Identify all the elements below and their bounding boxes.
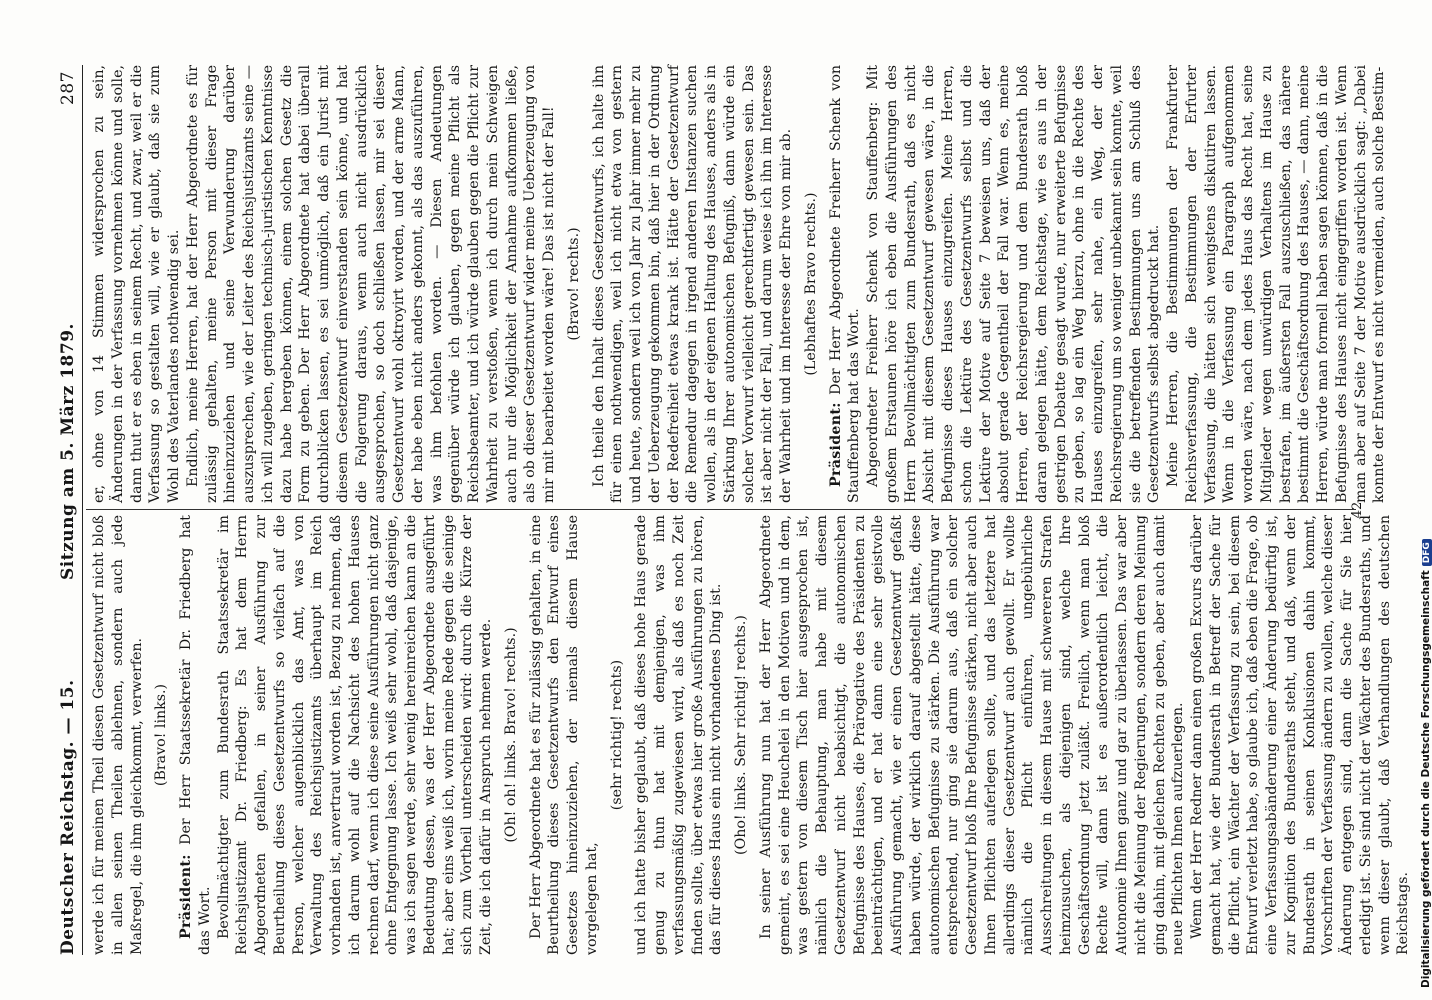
left-text-column [90,515,1413,955]
paragraph: werde ich für meinen Theil diesen Gesetzentwurf nicht bloß in allen seinen Theilen ablehnen, sondern auch jede Maßregel, die ihm gleichkommt, verwerfen. [91,515,145,955]
paragraph [827,65,865,503]
running-header-page-number: 287 [58,71,78,105]
paragraph: Endlich, meine Herren, hat der Herr Abgeordnete es für zulässig gehalten, meine Person mit dieser Frage hineinzuziehen und seine Verwunderung darüber auszusprechen, wie der Leiter des Reichsjustizamts seine — ich will zugeben, geringen technisch-juristischen Kenntnisse dazu habe hergeben können, einem solchen Gesetz die Form zu geben. Der Herr Abgeordnete hat dabei überall durchblicken lassen, es sei unmöglich, daß ein Jurist mit diesem Gesetzentwurf einverstanden sein könne, und hat die Folgerung daraus, wenn auch nicht ausdrücklich ausgesprochen, so doch schließen lassen, mir sei dieser Gesetzentwurf wohl oktroyirt worden, und der arme Mann, der habe eben nicht anders gekonnt, als das auszuführen, was ihm befohlen worden. — Diesen Andeutungen gegenüber würde ich glauben, gegen meine Pflicht als Reichsbeamter, und ich würde glauben gegen die Pflicht zur Wahrheit zu verstoßen, wenn ich durch mein Schweigen auch nur die Möglichkeit der Annahme aufkommen ließe, als ob dieser Gesetzentwurf wider meine Ueberzeugung von mir mit bearbeitet worden wäre! Das ist nicht der Fall! [184,65,557,503]
paragraph: Abgeordneter Freiherr Schenk von Stauffenberg: Mit großem Erstaunen höre ich eben die Ausführungen des Herrn Bevollmächtigten zum Bundesrath, daß es nicht Absicht mit diesem Gesetzentwurf gewesen wäre, in die Befugnisse dieses Hauses einzugreifen. Meine Herren, schon die Lektüre des Gesetzentwurfs selbst und die Lektüre der Motive auf Seite 7 beweisen uns, daß der absolut gerade Gegentheil der Fall war. Wenn es, meine Herren, der Reichsregierung und dem Bundesrath bloß daran gelegen hätte, dem Reichstage, wie es aus in der gestrigen Debatte gesagt wurde, nur erweiterte Befugnisse zu geben, so lag ein Weg hierzu, ohne in die Rechte des Hauses einzugreifen, sehr nahe, ein Weg, der der Reichsregierung um so weniger unbekannt sein konnte, weil sie die betreffenden Bestimmungen uns am Schluß des Gesetzentwurfs selbst abgedruckt hat. [865,65,1163,503]
speaker-label: Präsident: [178,854,194,939]
interjection: (sehr richtig! rechts) [608,659,625,811]
paragraph: Ich theile den Inhalt dieses Gesetzentwurfs, ich halte ihn für einen nothwendigen, weil ich nicht etwa von gestern und heute, sondern weil ich von Jahr zu Jahr immer mehr zu der Ueberzeugung gekommen bin, daß hier in der Ordnung der Redefreiheit etwas krank ist. Hätte der Gesetzentwurf die Remedur dagegen in irgend anderen Instanzen suchen wollen, als in der eigenen Haltung des Hauses, anders als in Stärkung Ihrer autonomischen Befugniß, dann würde ein solcher Vorwurf vielleicht gerechtfertigt gewesen sein. Das ist aber nicht der Fall, und darum weise ich ihn im Interesse der Wahrheit und im Interesse der Ehre von mir ab. [590,65,794,503]
interjection: (Bravo! rechts.) [565,227,582,341]
running-header-left: Deutscher Reichstag. — 15. [58,679,78,955]
paragraph-text: Der Herr Staatssekretär Dr. Friedberg hat das Wort. [178,515,213,955]
digitization-credit [1420,539,1432,988]
interjection: (Lebhaftes Bravo rechts.) [802,192,819,376]
rotated-document-page [50,45,1412,975]
interjection: (Oho! links. Sehr richtig! rechts.) [733,615,749,855]
credit-text: Digitalisierung gefördert durch die Deutsche Forschungsgemeinschaft [1420,570,1432,988]
paragraph: Bevollmächtigter zum Bundesrath Staatssekretär im Reichsjustizamt Dr. Friedberg: Es hat dem Herrn Abgeordneten gefallen, in seiner Ausführung zur Beurtheilung dieses Gesetzentwurfs so vielfach auf die Person, welcher augenblicklich das Amt, was von Verwaltung des Reichsjustizamts überhaupt im Reich vorhanden ist, anvertraut worden ist, Bezug zu nehmen, daß ich darum wohl auf die Nachsicht des hohen Hauses rechnen darf, wenn ich diese seine Ausführungen nicht ganz ohne Entgegnung lasse. Ich weiß sehr wohl, daß dasjenige, was ich sagen werde, sehr wenig hereinreichen kann an die Bedeutung dessen, was der Herr Abgeordnete ausgeführt hat; aber eins weiß ich, worin meine Rede gegen die seinige sich zum Vortheil unterscheiden wird: durch die Kürze der Zeit, die ich dafür in Anspruch nehmen werde. [215,515,494,955]
speaker-label: Präsident: [827,402,844,487]
paragraph: Der Herr Abgeordnete hat es für zulässig gehalten, in eine Beurtheilung dieses Gesetzentwurfs den Entwurf eines Gesetzes hineinzuziehen, der niemals diesem Hause vorgelegen hat, [527,515,600,955]
header-rule [82,65,83,955]
interjection: (Oh! oh! links. Bravo! rechts.) [502,627,519,843]
column-divider [86,509,1356,510]
paragraph: Meine Herren, die Bestimmungen der Frankfurter Reichsverfassung, die Bestimmungen der Erfurter Verfassung, die hätten sich wenigstens diskutiren lassen. Wenn in die Verfassung ein Paragraph aufgenommen worden wäre, nach dem jedes Haus das Recht hat, seine Mitglieder wegen unwürdigen Verhaltens im Hause zu bestrafen, im äußersten Fall auszuschließen, das nähere bestimmt die Geschäftsordnung des Hauses, — dann, meine Herren, würde man formell haben sagen können, daß in die Befugnisse des Hauses nicht eingegriffen worden ist. Wenn man aber auf Seite 7 der Motive ausdrücklich sagt: „Dabei konnte der Entwurf es nicht vermeiden, auch solche Bestim- [1165,65,1388,503]
paragraph: er, ohne von 14 Stimmen widersprochen zu sein, Änderungen in der Verfassung vornehmen könne und solle, dann thut er es eben in seinem Recht, und zwar, weil er die Verfassung so gestalten will, wie er glaubt, daß sie zum Wohl des Vaterlandes nothwendig sei. [91,65,182,503]
paragraph: Wenn der Herr Redner dann einen großen Excurs darüber gemacht hat, wie der Bundesrath in Betreff der Sache für die Pflicht, ein Wächter der Verfassung zu sein, bei diesem Entwurf verletzt habe, so glaube ich, daß eben die Frage, ob eine Verfassungsabänderung einer Änderung bedürftig ist, zur Kognition des Bundesraths steht, und daß, wenn der Bundesrath in seinen Konklusionen dahin kommt, Vorschriften der Verfassung ändern zu wollen, welche dieser Änderung entgegen sind, dann die Sache für Sie hier erledigt ist. Sie sind nicht der Wächter des Bundesraths, und wenn dieser glaubt, daß Verhandlungen des deutschen Reichstags. [1189,515,1412,955]
interjection: (Bravo! links.) [153,683,170,787]
paragraph: In seiner Ausführung nun hat der Herr Abgeordnete gemeint, es sei eine Heuchelei in den Motiven und in dem, was gestern von diesem Tisch hier ausgesprochen ist, nämlich die Behauptung, man habe mit diesem Gesetzentwurf nicht beabsichtigt, die autonomischen Befugnisse des Hauses, die Prärogative des Präsidenten zu beeinträchtigen, und er hat dann eine sehr geistvolle Ausführung gemacht, wie er einen Gesetzentwurf gefaßt haben würde, der wirklich darauf abgestellt hätte, diese autonomischen Befugnisse zu stärken. Die Ausführung war entsprechend, nur ging sie darum aus, daß ein solcher Gesetzentwurf bloß Ihre Befugnisse stärken, nicht aber auch Ihnen Pflichten auferlegen sollte, und das letztere hat allerdings dieser Gesetzentwurf auch gewollt. Er wollte nämlich die Pflicht einführen, ungebührliche Ausschreitungen in diesem Hause mit schwereren Strafen heimzusuchen, als diejenigen sind, welche Ihre Geschäftsordnung jetzt zuläßt. Freilich, wenn man bloß Rechte will, dann ist es außerordentlich leicht, die Autonomie Ihnen ganz und gar zu überlassen. Das war aber nicht die Meinung der Regierungen, sondern deren Meinung ging dahin, mit gleichen Rechten zu geben, aber auch damit neue Pflichten Ihnen aufzuerlegen. [757,515,1187,955]
footer-page-number: 42 [1350,501,1365,519]
running-header-center: Sitzung am 5. März 1879. [58,323,78,580]
paragraph-text: Der Herr Abgeordnete Freiherr Schenk von Stauffenberg hat das Wort. [827,65,863,503]
dfg-logo: DFG [1422,539,1432,566]
right-text-column [90,65,1389,503]
paragraph [177,515,215,955]
paragraph: und ich hatte bisher geglaubt, daß dieses hohe Haus gerade genug zu thun hat mit demjenigen, was ihm verfassungsmäßig zugewiesen wird, als daß es noch Zeit finden sollte, über etwas hier große Ausführungen zu hören, das für dieses Haus ein nicht vorhandenes Ding ist. [633,515,725,955]
